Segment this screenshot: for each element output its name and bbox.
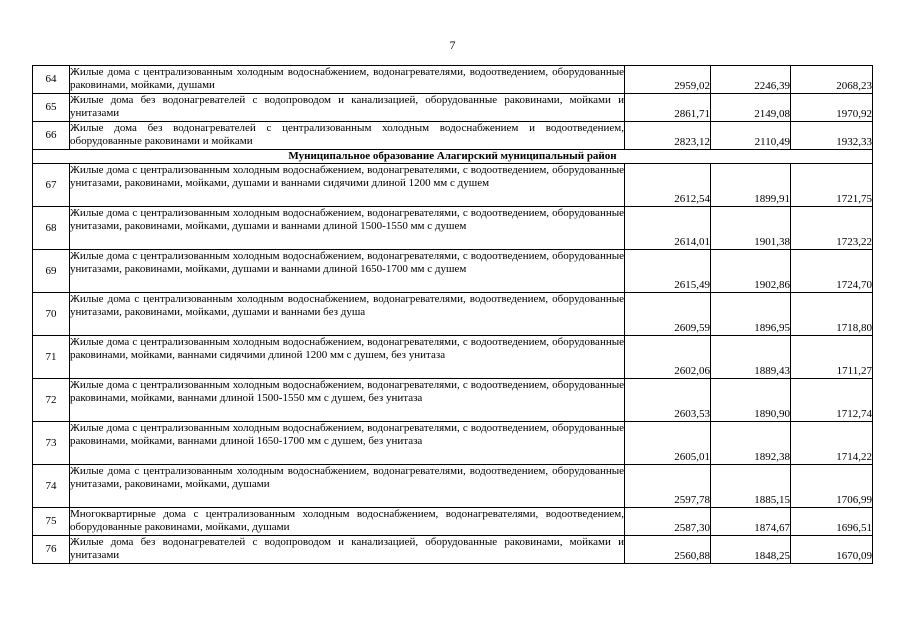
row-number: 64 <box>33 66 70 94</box>
value-col-2: 1890,90 <box>711 379 791 422</box>
section-header-row <box>33 150 873 164</box>
row-description: Жилые дома с централизованным холодным водоснабжением, водонагревателями, водоотведением, оборудованные унитазами, раковинами, мойками, душами и ваннами без душа <box>70 293 625 336</box>
value-col-3: 1724,70 <box>791 250 873 293</box>
value-col-3: 1718,80 <box>791 293 873 336</box>
table-row <box>33 465 873 508</box>
row-description: Жилые дома с централизованным холодным водоснабжением, водонагревателями, с водоотведением, оборудованные раковинами, мойками, ваннами сидячими длиной 1200 мм с душем, без унитаза <box>70 336 625 379</box>
table-row <box>33 94 873 122</box>
value-col-2: 1901,38 <box>711 207 791 250</box>
value-col-2: 1848,25 <box>711 536 791 564</box>
value-col-3: 1970,92 <box>791 94 873 122</box>
row-description: Жилые дома с централизованным холодным водоснабжением, водонагревателями, с водоотведением, оборудованные унитазами, раковинами, мойками, душами и ваннами длиной 1500-1550 мм с душем <box>70 207 625 250</box>
value-col-1: 2861,71 <box>625 94 711 122</box>
value-col-1: 2959,02 <box>625 66 711 94</box>
value-col-1: 2609,59 <box>625 293 711 336</box>
row-description: Жилые дома с централизованным холодным водоснабжением, водонагревателями, с водоотведением, оборудованные унитазами, раковинами, мойками, душами и ваннами длиной 1650-1700 мм с душем <box>70 250 625 293</box>
table-row <box>33 164 873 207</box>
row-description: Жилые дома без водонагревателей с водопроводом и канализацией, оборудованные раковинами, мойками и унитазами <box>70 94 625 122</box>
value-col-1: 2612,54 <box>625 164 711 207</box>
value-col-1: 2823,12 <box>625 122 711 150</box>
table-row <box>33 536 873 564</box>
value-col-3: 1670,09 <box>791 536 873 564</box>
row-number: 70 <box>33 293 70 336</box>
tariff-table <box>32 65 873 564</box>
row-number: 71 <box>33 336 70 379</box>
table-row <box>33 122 873 150</box>
value-col-2: 1874,67 <box>711 508 791 536</box>
row-description: Жилые дома с централизованным холодным водоснабжением, водонагревателями, с водоотведением, оборудованные унитазами, раковинами, мойками, душами и ваннами сидячими длиной 1200 мм с душем <box>70 164 625 207</box>
table-row <box>33 422 873 465</box>
page-number: 7 <box>449 38 456 52</box>
value-col-2: 1885,15 <box>711 465 791 508</box>
value-col-1: 2605,01 <box>625 422 711 465</box>
value-col-3: 1932,33 <box>791 122 873 150</box>
value-col-3: 1721,75 <box>791 164 873 207</box>
table-row <box>33 250 873 293</box>
value-col-2: 1899,91 <box>711 164 791 207</box>
value-col-1: 2615,49 <box>625 250 711 293</box>
value-col-3: 1723,22 <box>791 207 873 250</box>
value-col-3: 1711,27 <box>791 336 873 379</box>
row-description: Жилые дома без водонагревателей с централизованным холодным водоснабжением и водоотведением, оборудованные раковинами и мойками <box>70 122 625 150</box>
value-col-2: 1902,86 <box>711 250 791 293</box>
row-description: Жилые дома с централизованным холодным водоснабжением, водонагревателями, водоотведением, оборудованные унитазами, раковинами, мойками, душами <box>70 465 625 508</box>
value-col-3: 1706,99 <box>791 465 873 508</box>
table-row <box>33 379 873 422</box>
row-description: Жилые дома с централизованным холодным водоснабжением, водонагревателями, с водоотведением, оборудованные раковинами, мойками, ваннами длиной 1650-1700 мм с душем, без унитаза <box>70 422 625 465</box>
value-col-1: 2587,30 <box>625 508 711 536</box>
value-col-2: 1892,38 <box>711 422 791 465</box>
row-description: Жилые дома с централизованным холодным водоснабжением, водонагревателями, водоотведением, оборудованные раковинами, мойками, душами <box>70 66 625 94</box>
value-col-2: 2149,08 <box>711 94 791 122</box>
table-row <box>33 336 873 379</box>
value-col-1: 2602,06 <box>625 336 711 379</box>
row-number: 67 <box>33 164 70 207</box>
value-col-1: 2597,78 <box>625 465 711 508</box>
row-description: Жилые дома без водонагревателей с водопроводом и канализацией, оборудованные раковинами, мойками и унитазами <box>70 536 625 564</box>
table-row <box>33 508 873 536</box>
row-number: 72 <box>33 379 70 422</box>
value-col-1: 2560,88 <box>625 536 711 564</box>
table-row <box>33 207 873 250</box>
value-col-2: 1896,95 <box>711 293 791 336</box>
row-number: 68 <box>33 207 70 250</box>
row-description: Многоквартирные дома с централизованным холодным водоснабжением, водонагревателями, водоотведением, оборудованные раковинами, мойками, душами <box>70 508 625 536</box>
row-description: Жилые дома с централизованным холодным водоснабжением, водонагревателями, с водоотведением, оборудованные раковинами, мойками, ваннами длиной 1500-1550 мм с душем, без унитаза <box>70 379 625 422</box>
section-title: Муниципальное образование Алагирский муниципальный район <box>33 150 873 164</box>
value-col-3: 1712,74 <box>791 379 873 422</box>
row-number: 73 <box>33 422 70 465</box>
value-col-2: 1889,43 <box>711 336 791 379</box>
table-row <box>33 66 873 94</box>
value-col-3: 2068,23 <box>791 66 873 94</box>
table-row <box>33 293 873 336</box>
row-number: 66 <box>33 122 70 150</box>
row-number: 65 <box>33 94 70 122</box>
value-col-3: 1696,51 <box>791 508 873 536</box>
value-col-3: 1714,22 <box>791 422 873 465</box>
value-col-2: 2110,49 <box>711 122 791 150</box>
row-number: 69 <box>33 250 70 293</box>
value-col-1: 2614,01 <box>625 207 711 250</box>
row-number: 76 <box>33 536 70 564</box>
value-col-1: 2603,53 <box>625 379 711 422</box>
row-number: 75 <box>33 508 70 536</box>
row-number: 74 <box>33 465 70 508</box>
value-col-2: 2246,39 <box>711 66 791 94</box>
